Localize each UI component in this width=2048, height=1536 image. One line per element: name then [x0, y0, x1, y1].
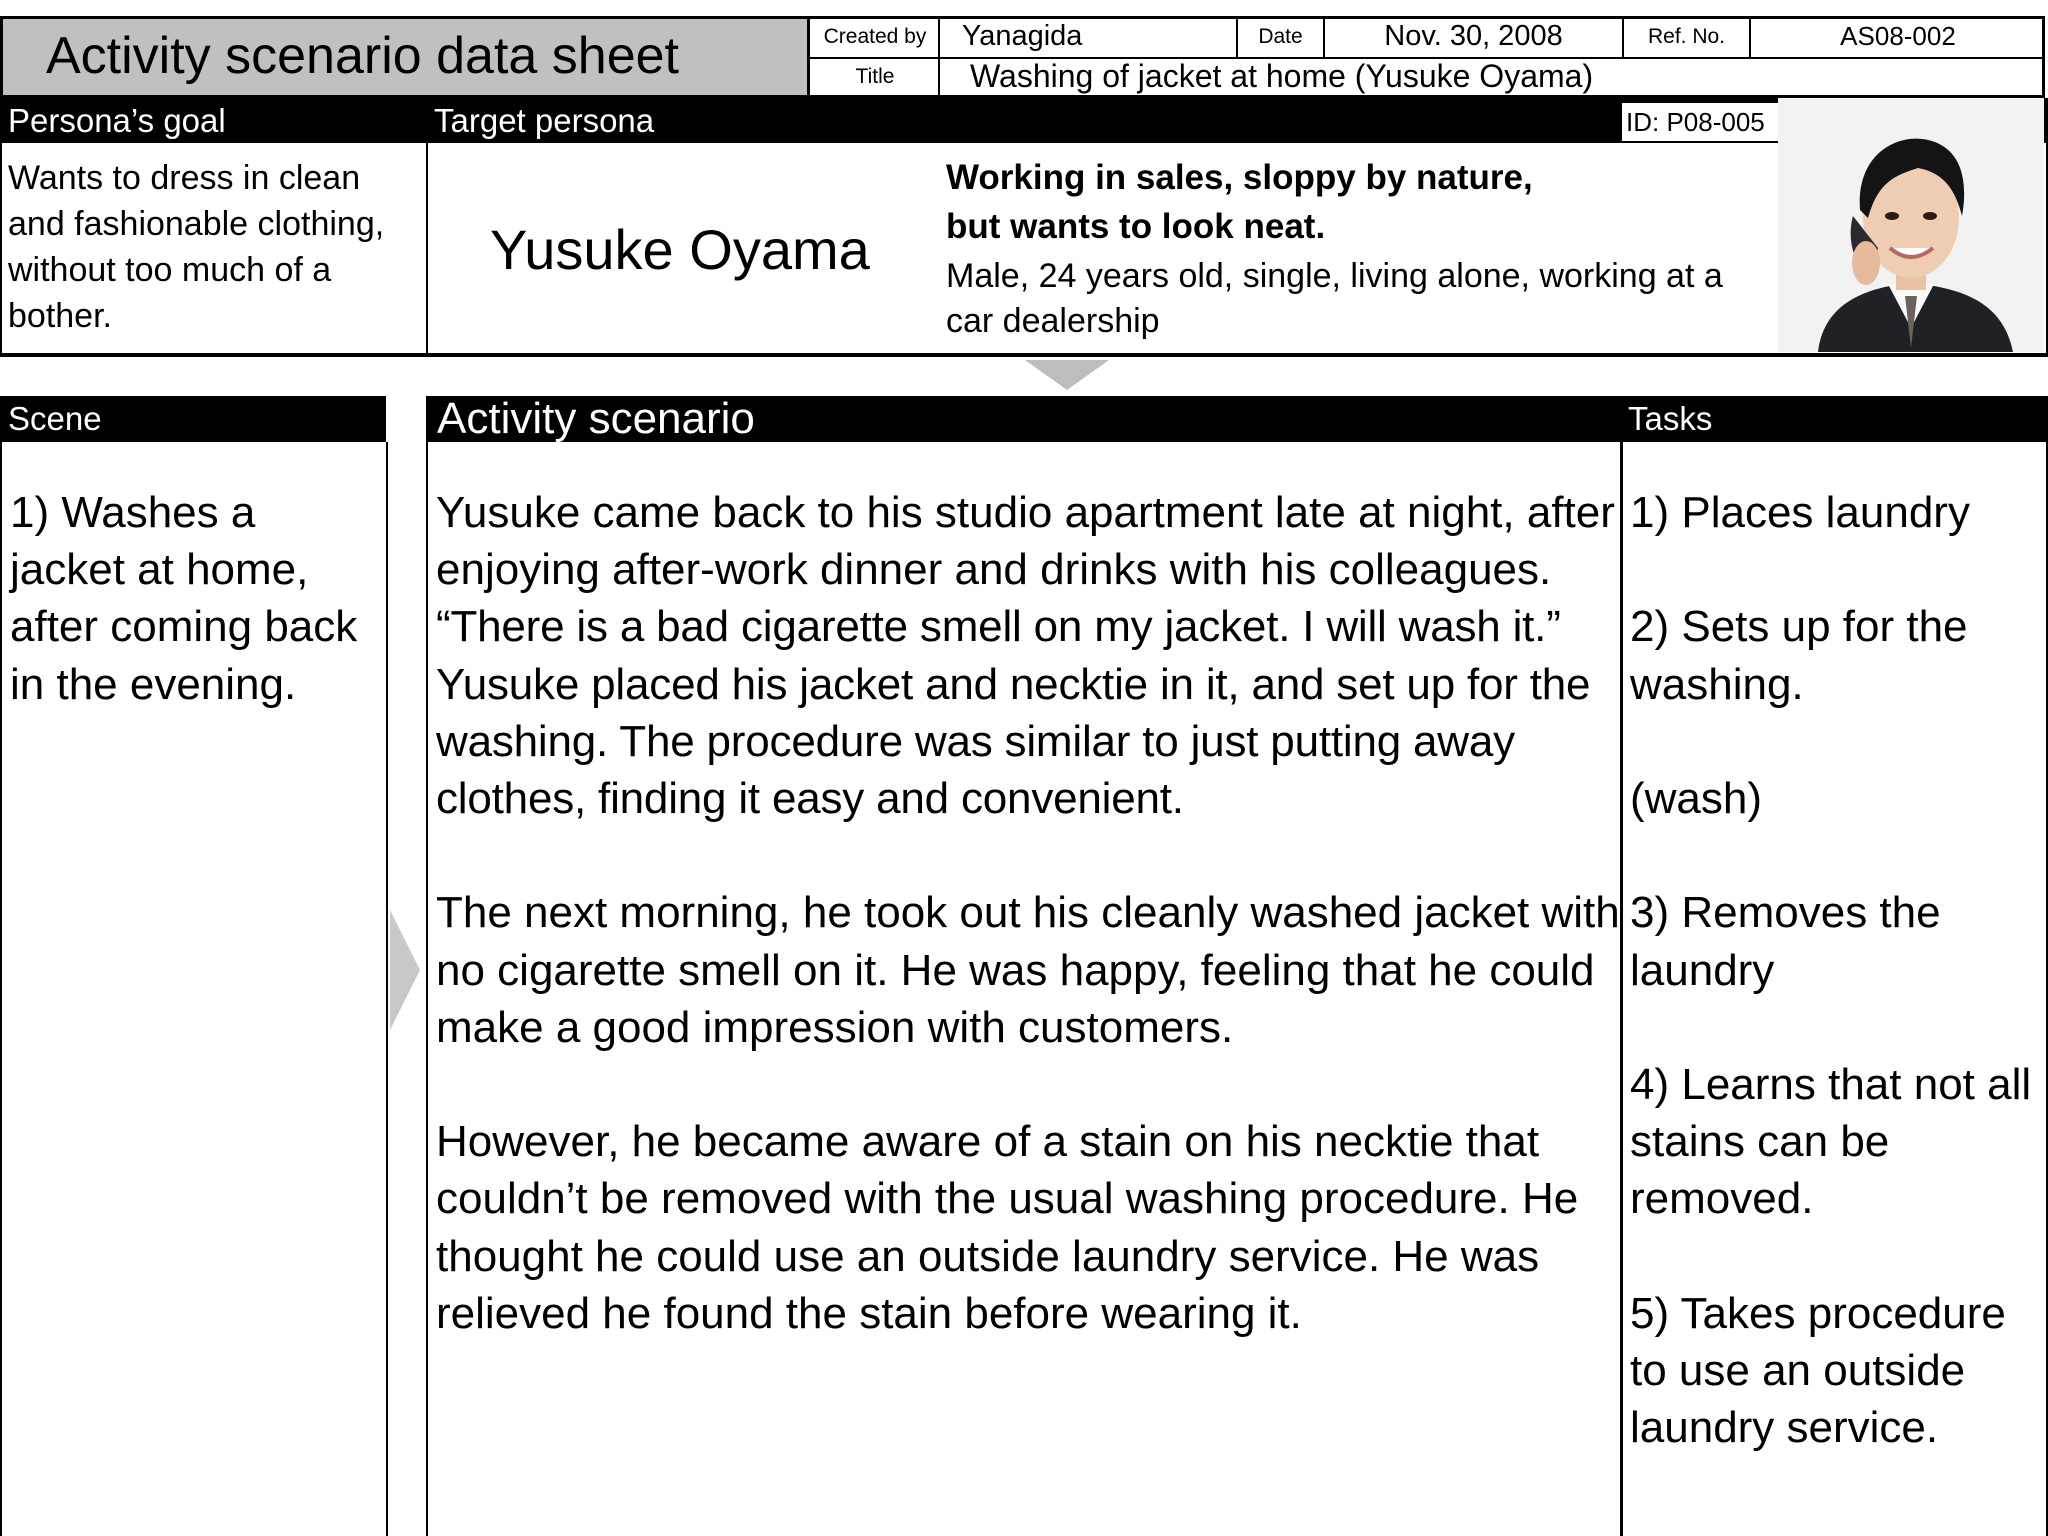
scene-heading: Scene [8, 400, 102, 437]
scenario-text [436, 484, 1622, 1342]
persona-goal-text: Wants to dress in clean and fashionable clothing, without too much of a bother. [8, 159, 385, 335]
date-label: Date [1258, 25, 1303, 48]
created-by-value: Yanagida [962, 20, 1083, 52]
ref-no-value: AS08-002 [1840, 21, 1956, 51]
date-value: Nov. 30, 2008 [1384, 20, 1563, 52]
task-5: 5) Takes procedure to use an outside laundry service. [1630, 1288, 2006, 1453]
persona-goal-heading: Persona’s goal [8, 102, 226, 139]
persona-description: Male, 24 years old, single, living alone, working at a car dealership [946, 257, 1723, 340]
persona-tagline-2: but wants to look neat. [946, 207, 1326, 246]
ref-no-label: Ref. No. [1647, 25, 1726, 48]
target-persona-heading: Target persona [434, 102, 655, 139]
down-arrow-icon [1025, 360, 1109, 390]
scene-text: 1) Washes a jacket at home, after coming back in the evening. [10, 488, 358, 709]
task-4: 4) Learns that not all stains can be removed. [1630, 1059, 2032, 1224]
task-3: 3) Removes the laundry [1630, 888, 1941, 995]
tasks-heading: Tasks [1628, 400, 1713, 437]
persona-id: ID: P08-005 [1626, 107, 1765, 137]
persona-tagline-1: Working in sales, sloppy by nature, [946, 158, 1533, 197]
scenario-paragraph-3: The next morning, he took out his cleanly washed jacket with no cigarette smell on it. He was happy, feeling that he could make a good impression with customers. [436, 888, 1620, 1052]
right-arrow-icon [390, 910, 420, 1030]
sheet-title: Activity scenario data sheet [46, 27, 679, 85]
scenario-paragraph-1: Yusuke came back to his studio apartment late at night, after enjoying after-work dinner and drinks with his colleagues. [436, 488, 1615, 595]
title-label: Title [855, 65, 895, 88]
task-2: 2) Sets up for the washing. [1630, 602, 1968, 709]
persona-photo [1778, 98, 2044, 352]
scenario-paragraph-2: “There is a bad cigarette smell on my jacket. I will wash it.” Yusuke placed his jacket and necktie in it, and set up for the washing. The procedure was similar to just putting away clothes, finding it easy and convenient. [436, 602, 1591, 824]
task-1: 1) Places laundry [1630, 488, 1970, 537]
section-divider [0, 355, 2048, 357]
scenario-heading: Activity scenario [437, 394, 755, 443]
scenario-paragraph-4: However, he became aware of a stain on his necktie that couldn’t be removed with the usual washing procedure. He thought he could use an outside laundry service. He was relieved he found the stain before wearing it. [436, 1117, 1579, 1338]
tasks-list [1630, 484, 2046, 1456]
persona-name: Yusuke Oyama [490, 218, 870, 281]
title-value: Washing of jacket at home (Yusuke Oyama) [970, 58, 1594, 94]
task-wash: (wash) [1630, 773, 1763, 823]
created-by-label: Created by [823, 25, 927, 48]
